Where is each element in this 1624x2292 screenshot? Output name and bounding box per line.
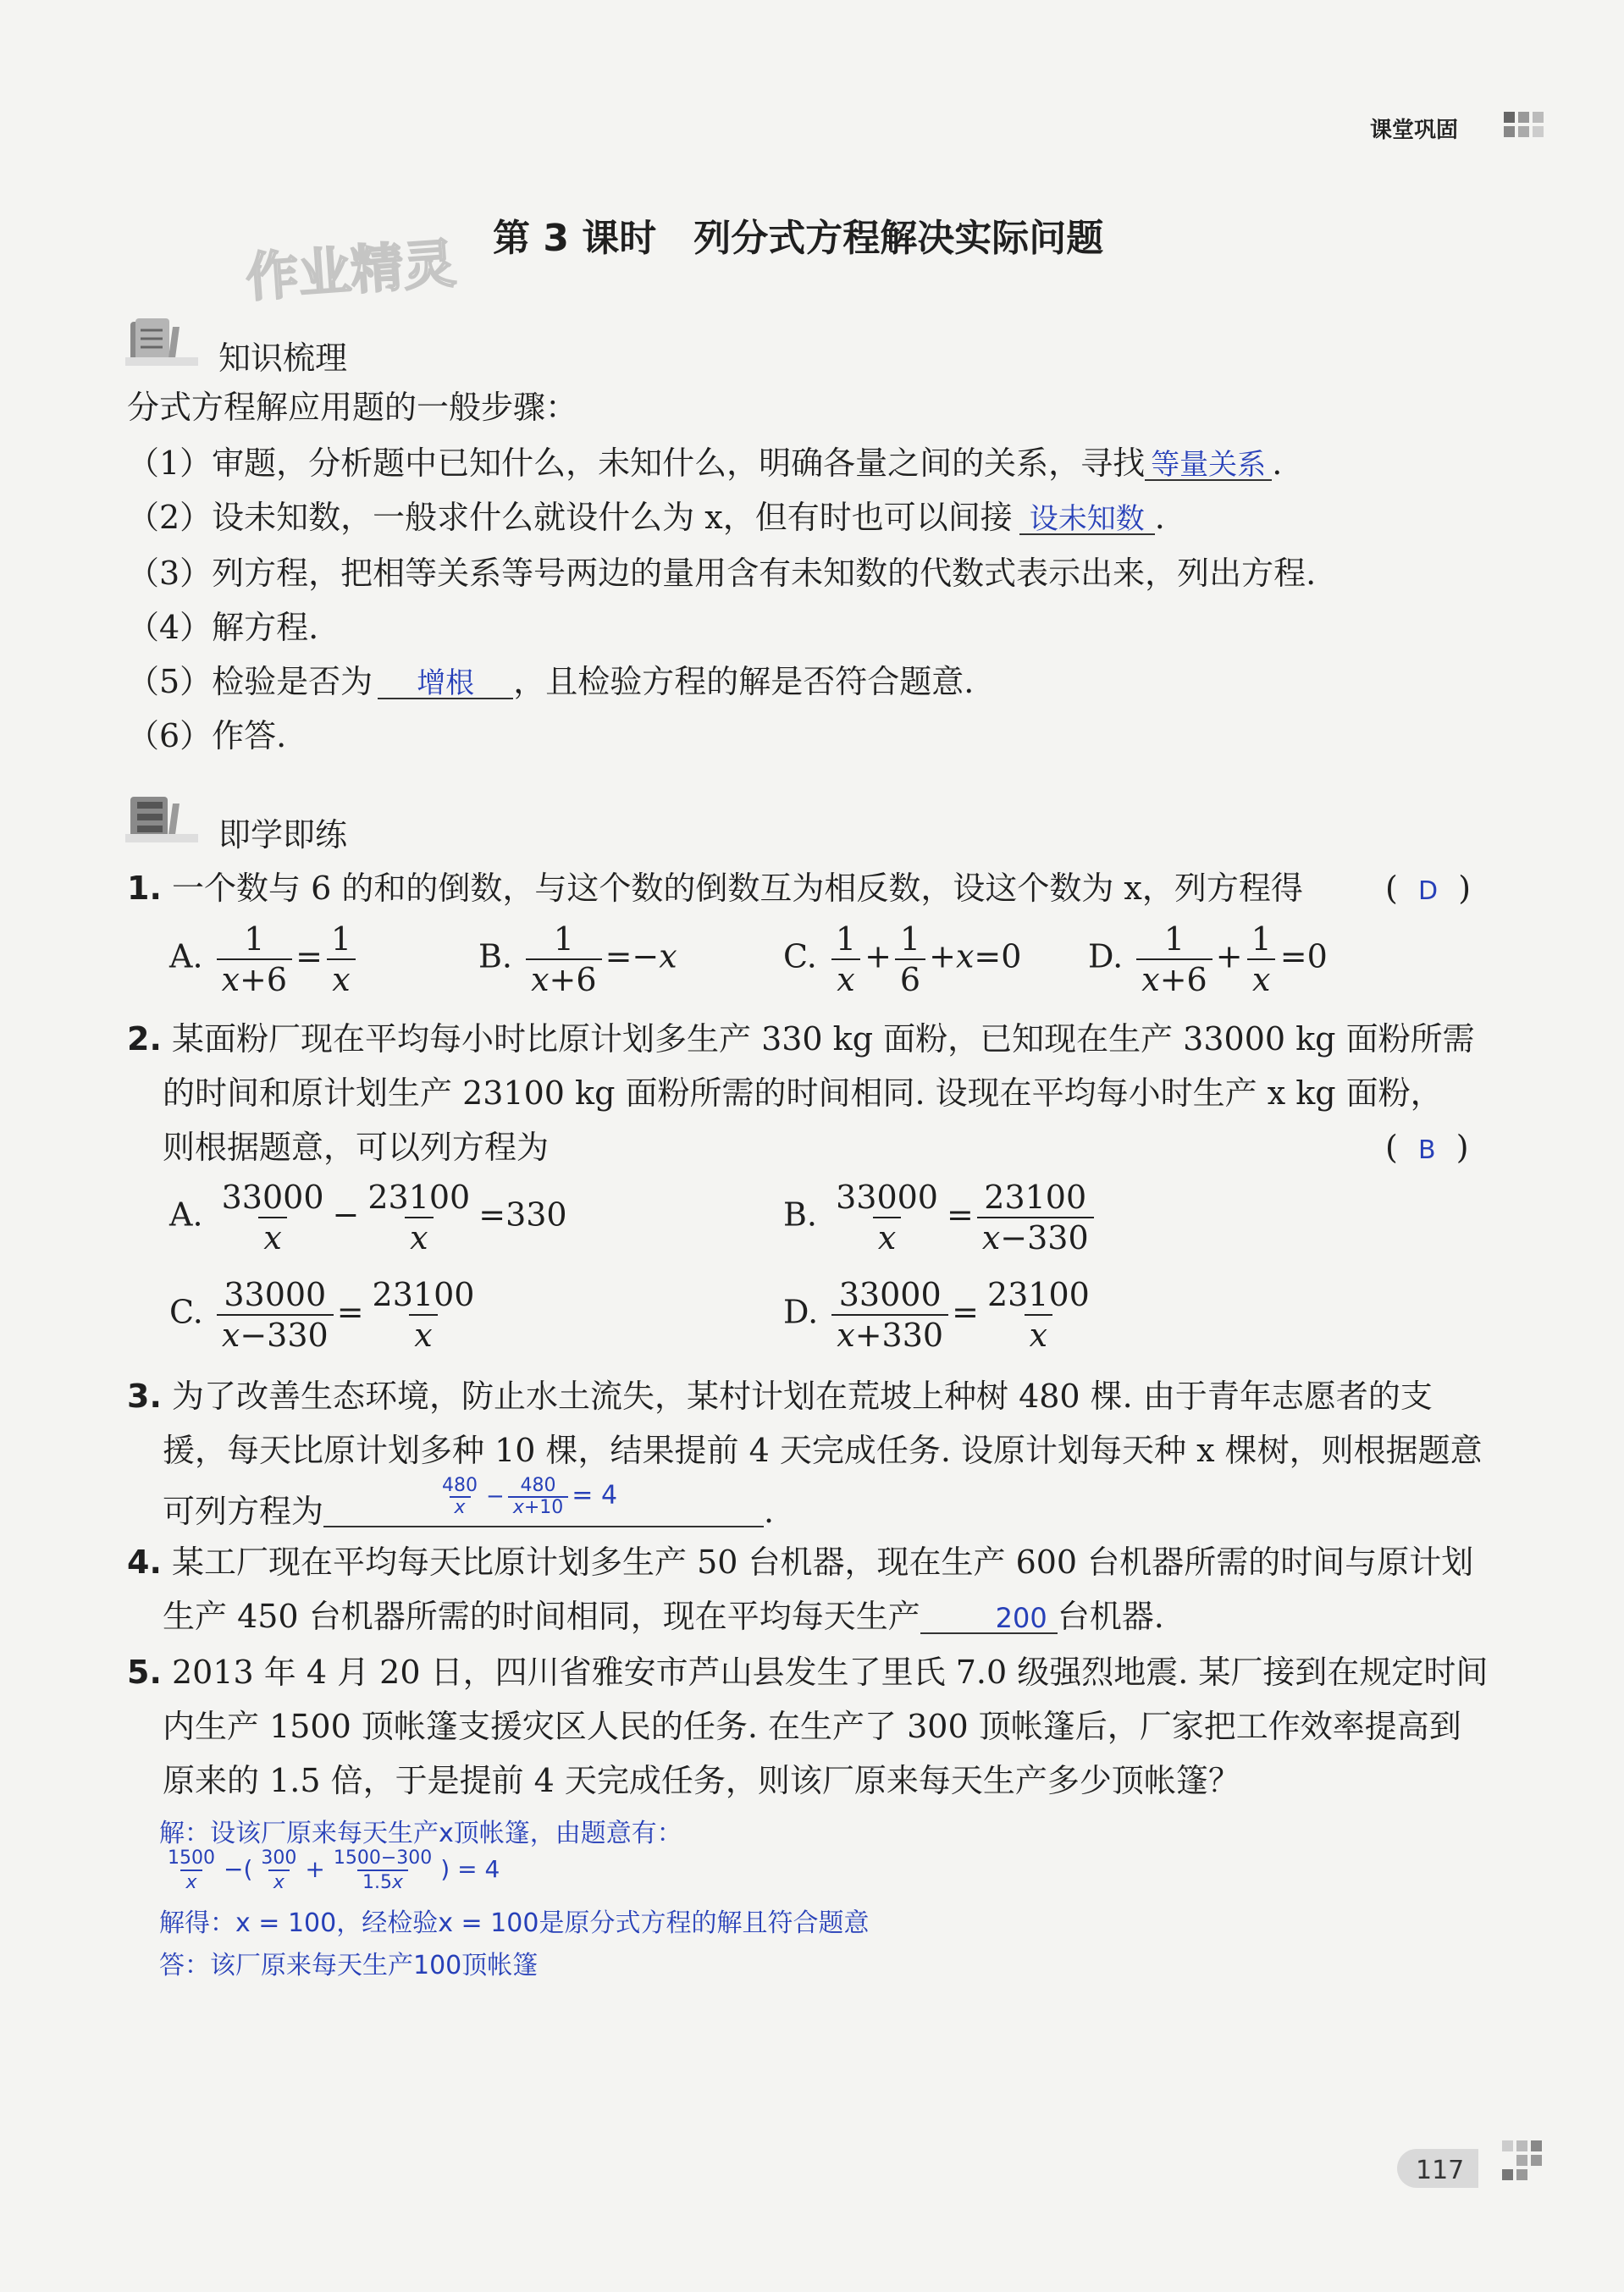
question-3-text-1: 为了改善生态环境，防止水土流失，某村计划在荒坡上种树 480 棵. 由于青年志愿者的支 bbox=[171, 1378, 1433, 1415]
q2-option-c: C. $\frac{33000}{x-330}$ = $\frac{23100}{x}$ bbox=[169, 1276, 475, 1354]
question-3-number: 3. bbox=[127, 1378, 162, 1415]
q1-option-c: C. $\frac{1}{x}$ + $\frac{1}{6}$ +x=0 bbox=[783, 920, 1022, 998]
q2-option-a: A. $\frac{33000}{x}$ − $\frac{23100}{x}$ =330 bbox=[169, 1179, 567, 1256]
knowledge-step-5 bbox=[127, 663, 975, 700]
lesson-title: 第 3 课时 列分式方程解决实际问题 bbox=[493, 217, 1104, 260]
q1-option-d: D. $\frac{1}{x+6}$ + $\frac{1}{x}$ =0 bbox=[1088, 920, 1328, 998]
question-1-number: 1. bbox=[127, 870, 162, 907]
knowledge-step-4: （4）解方程. bbox=[127, 609, 319, 646]
header-squares-icon bbox=[1504, 112, 1551, 139]
question-2-line-2: 的时间和原计划生产 23100 kg 面粉所需的时间相同. 设现在平均每小时生产 x kg 面粉， bbox=[163, 1074, 1443, 1112]
question-2-answer-bracket: ( B ) bbox=[1385, 1129, 1469, 1166]
notebook-icon bbox=[125, 315, 198, 367]
question-5-number: 5. bbox=[127, 1654, 162, 1691]
knowledge-heading: 知识梳理 bbox=[218, 340, 348, 377]
section-header-label: 课堂巩固 bbox=[1370, 118, 1459, 143]
step-1-answer: 等量关系 bbox=[1151, 448, 1267, 482]
step-5-text-a: （5）检验是否为 bbox=[127, 663, 373, 700]
q1-option-b: B. $\frac{1}{x+6}$ =−x bbox=[478, 920, 677, 998]
question-3-line-1 bbox=[127, 1378, 1433, 1415]
question-2-line-1 bbox=[127, 1020, 1475, 1058]
step-1-text: （1）审题，分析题中已知什么，未知什么，明确各量之间的关系，寻找 bbox=[127, 445, 1146, 482]
question-5-text-1: 2013 年 4 月 20 日，四川省雅安市芦山县发生了里氏 7.0 级强烈地震. 某厂接到在规定时间 bbox=[171, 1654, 1489, 1691]
question-4-line-2 bbox=[163, 1600, 1164, 1634]
question-5-solution-1: 解：设该厂原来每天生产x顶帐篷，由题意有： bbox=[159, 1819, 682, 1848]
knowledge-step-1: （1）审题，分析题中已知什么，未知什么，明确各量之间的关系，寻找 等量关系 . bbox=[127, 445, 1283, 482]
question-2-answer: B bbox=[1417, 1135, 1436, 1165]
q1-option-a: A. $\frac{1}{x+6}$ = $\frac{1}{x}$ bbox=[169, 923, 360, 996]
question-2-line-3: 则根据题意，可以列方程为 bbox=[163, 1129, 550, 1166]
question-5-solution-equation: $\frac{1500}{x}$ −( $\frac{300}{x}$ + $\frac{1500-300}{1.5x}$ ) = 4 bbox=[168, 1847, 500, 1893]
question-3-answer-equation: $\frac{480}{x}$ − $\frac{480}{x+10}$ = 4 bbox=[442, 1475, 618, 1518]
question-5-line-3: 原来的 1.5 倍，于是提前 4 天完成任务，则该厂原来每天生产多少顶帐篷？ bbox=[163, 1762, 1240, 1799]
knowledge-intro: 分式方程解应用题的一般步骤： bbox=[127, 389, 578, 426]
practice-heading: 即学即练 bbox=[218, 816, 348, 853]
footer-squares-icon bbox=[1502, 2140, 1549, 2188]
question-2-text-1: 某面粉厂现在平均每小时比原计划多生产 330 kg 面粉，已知现在生产 33000 kg 面粉所需 bbox=[171, 1020, 1475, 1058]
question-3-text-3: 可列方程为 bbox=[163, 1493, 324, 1530]
practice-icon bbox=[125, 792, 198, 844]
question-1-text: 一个数与 6 的和的倒数，与这个数的倒数互为相反数，设这个数为 x，列方程得 bbox=[171, 870, 1303, 907]
step-5-text-b: ，且检验方程的解是否符合题意. bbox=[513, 663, 975, 700]
question-4-text-1: 某工厂现在平均每天比原计划多生产 50 台机器，现在生产 600 台机器所需的时间与原计划 bbox=[171, 1544, 1474, 1581]
question-5-solution-4: 答：该厂原来每天生产100顶帐篷 bbox=[159, 1951, 539, 1980]
question-4-text-2b: 台机器. bbox=[1057, 1598, 1164, 1635]
question-5-line-2: 内生产 1500 顶帐篷支援灾区人民的任务. 在生产了 300 顶帐篷后，厂家把工作效率提高到 bbox=[163, 1708, 1461, 1745]
q2-option-d: D. $\frac{33000}{x+330}$ = $\frac{23100}{x}$ bbox=[783, 1276, 1090, 1354]
q2-option-b: B. $\frac{33000}{x}$ = $\frac{23100}{x-330}$ bbox=[783, 1181, 1097, 1254]
question-1-answer: D bbox=[1417, 876, 1439, 906]
question-1-answer-bracket: ( D ) bbox=[1385, 870, 1472, 907]
question-4-number: 4. bbox=[127, 1544, 162, 1581]
question-4-text-2a: 生产 450 台机器所需的时间相同，现在平均每天生产 bbox=[163, 1598, 920, 1635]
knowledge-step-3: （3）列方程，把相等关系等号两边的量用含有未知数的代数式表示出来，列出方程. bbox=[127, 555, 1317, 592]
question-5-line-1 bbox=[127, 1654, 1489, 1691]
step-2-text: （2）设未知数，一般求什么就设什么为 x，但有时也可以间接 bbox=[127, 499, 1013, 536]
knowledge-step-2: （2）设未知数，一般求什么就设什么为 x，但有时也可以间接 设未知数 . bbox=[127, 499, 1165, 536]
question-1 bbox=[127, 870, 1303, 907]
watermark-logo: 作业精灵 bbox=[244, 232, 458, 309]
question-2-number: 2. bbox=[127, 1020, 162, 1058]
question-5-solution-3: 解得：x = 100，经检验x = 100是原分式方程的解且符合题意 bbox=[159, 1908, 870, 1938]
question-3-line-3: 可列方程为 $\frac{480}{x}$ − $\frac{480}{x+10}$ = 4 . bbox=[163, 1475, 775, 1530]
question-4-answer: 200 bbox=[995, 1602, 1047, 1634]
question-3-line-2: 援，每天比原计划多种 10 棵，结果提前 4 天完成任务. 设原计划每天种 x 棵树，则根据题意 bbox=[163, 1432, 1483, 1469]
step-2-answer: 设未知数 bbox=[1029, 502, 1145, 536]
step-5-answer: 增根 bbox=[417, 666, 475, 700]
question-4-line-1 bbox=[127, 1544, 1474, 1581]
knowledge-step-6: （6）作答. bbox=[127, 717, 287, 754]
page-number: 117 bbox=[1416, 2156, 1465, 2185]
